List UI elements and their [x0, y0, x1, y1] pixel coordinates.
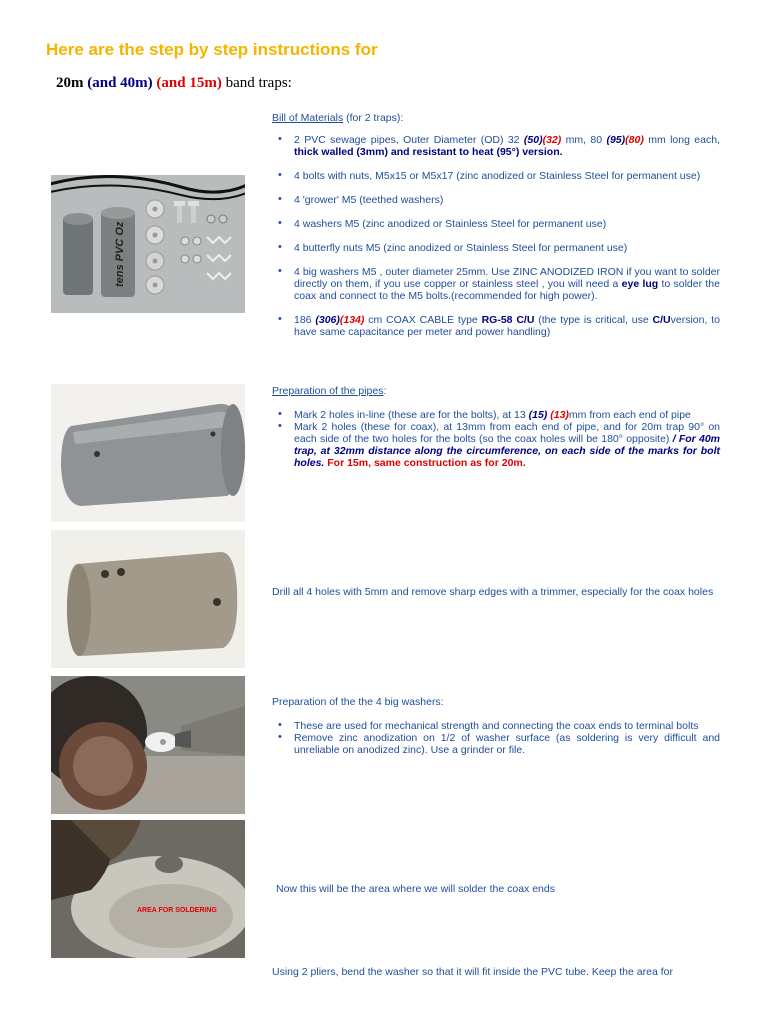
- bom-item-big-washers: • 4 big washers M5 , outer diameter 25mm. Use ZINC ANODIZED IRON if you want to solder directly on them, if you use copper or stainless steel , you will need a eye lug to solder the coax and connect to the M5 bolts.(recommended for high power).: [294, 266, 720, 302]
- section-drill: [272, 586, 720, 598]
- photo-label-area-for-soldering: AREA FOR SOLDERING: [137, 907, 217, 914]
- pipes-item-bolt-holes: • Mark 2 holes in-line (these are for the bolts), at 13 (15) (13)mm from each end of pipe: [294, 409, 720, 421]
- photo-parts: [51, 175, 245, 313]
- pipes-heading-link[interactable]: Preparation of the pipes: [272, 385, 384, 397]
- subtitle-suffix: band traps:: [221, 75, 292, 91]
- bom-list: [272, 134, 720, 338]
- bom-item-coax-cable: • 186 (306)(134) cm COAX CABLE type RG-58 C/U (the type is critical, use C/Uversion, to have same capacitance per meter and power handling): [294, 314, 720, 338]
- bom-heading-suffix: (for 2 traps):: [343, 112, 404, 124]
- photo-soldering-area: [51, 820, 245, 958]
- subtitle-15m: (and 15m): [152, 75, 222, 91]
- subtitle-40m: (and 40m): [87, 75, 153, 91]
- bom-item-grower: • 4 'grower' M5 (teethed washers): [294, 194, 720, 206]
- photo-pipe-drilled: [51, 530, 245, 668]
- washers-list: [272, 720, 720, 756]
- bom-item-pvc-pipes: • 2 PVC sewage pipes, Outer Diameter (OD) 32 (50)(32) mm, 80 (95)(80) mm long each, thick walled (3mm) and resistant to heat (95°) version.: [294, 134, 720, 158]
- section-bill-of-materials: [272, 112, 720, 338]
- pipes-item-coax-holes: • Mark 2 holes (these for coax), at 13mm from each end of pipe, and for 20m trap 90° on each side of the two holes for the bolts (so the coax holes will be 180° opposite) / For 40m trap, at 32mm distance along the circumference, on each side of the marks for bolt holes. For 15m, same construction as for 20m.: [294, 421, 720, 469]
- photo-pipe-marked: [51, 384, 245, 522]
- section-solder-area: [276, 883, 724, 895]
- section-bend: [272, 966, 720, 978]
- page-title: Here are the step by step instructions for: [46, 40, 378, 59]
- bom-item-butterfly-nuts: • 4 butterfly nuts M5 (zinc anodized or Stainless Steel for permanent use): [294, 242, 720, 254]
- section-washers-preparation: [272, 696, 720, 756]
- photo-grinding-washer: [51, 676, 245, 814]
- drill-text: Drill all 4 holes with 5mm and remove sharp edges with a trimmer, especially for the coax holes: [272, 586, 714, 598]
- bend-text: Using 2 pliers, bend the washer so that it will fit inside the PVC tube. Keep the area for: [272, 966, 673, 978]
- pipes-list: [272, 409, 720, 469]
- subtitle-20m: 20m: [56, 75, 88, 91]
- pipe-logo-text: tens PVC Oz: [114, 221, 126, 287]
- bom-item-washers: • 4 washers M5 (zinc anodized or Stainless Steel for permanent use): [294, 218, 720, 230]
- solder-text: Now this will be the area where we will solder the coax ends: [276, 883, 555, 895]
- bom-item-bolts: • 4 bolts with nuts, M5x15 or M5x17 (zinc anodized or Stainless Steel for permanent use): [294, 170, 720, 182]
- washers-item-purpose: • These are used for mechanical strength and connecting the coax ends to terminal bolts: [294, 720, 720, 732]
- washers-heading: Preparation of the the 4 big washers:: [272, 696, 444, 708]
- washers-item-remove-zinc: • Remove zinc anodization on 1/2 of washer surface (as soldering is very difficult and unreliable on anodized zinc). Use a grinder or file.: [294, 732, 720, 756]
- bom-heading-link[interactable]: Bill of Materials: [272, 112, 344, 124]
- section-pipes-preparation: Preparation of the pipes: • Mark 2 holes in-line (these are for the bolts), at 13 (15) (13)mm from each end of pipe • Mark 2 holes (these for coax), at 13mm from each end of pipe, and for 20m trap 90° on each side of the two holes for the bolts (so the coax holes will be 180° opposite) / For 40m trap, at 32mm distance along the circumference, on each side of the marks for bolt holes. For 15m, same construction as for 20m.: [272, 385, 720, 469]
- page-subtitle: [56, 75, 292, 92]
